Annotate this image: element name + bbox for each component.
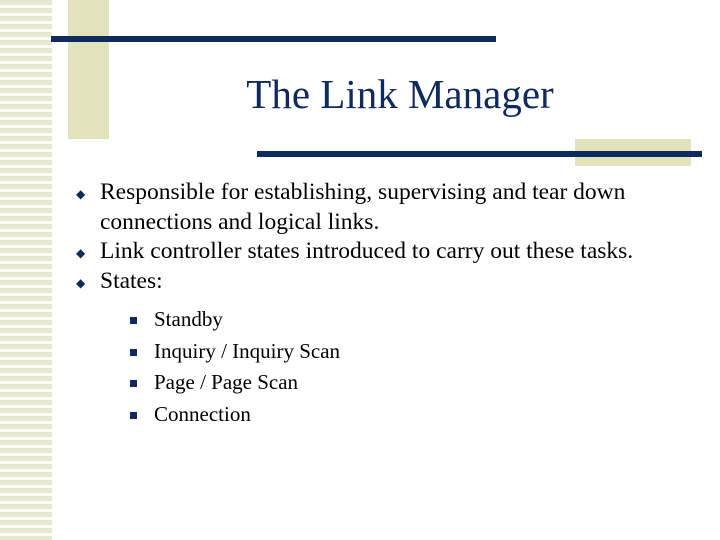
- square-bullet-icon: [130, 317, 137, 324]
- left-stripe-band: [0, 0, 52, 540]
- bullet-text: Link controller states introduced to carry out these tasks.: [100, 238, 634, 264]
- bullet-text: States:: [100, 267, 163, 294]
- sub-list-item: [100, 336, 696, 368]
- diamond-bullet-icon: ◆: [76, 187, 86, 201]
- diamond-bullet-icon: ◆: [76, 275, 86, 290]
- bullet-text: Responsible for establishing, supervising and tear down connections and logical links.: [100, 179, 626, 235]
- bullet-list: [76, 178, 696, 430]
- sub-list-item: [100, 304, 696, 336]
- title-rule-top: [51, 36, 496, 42]
- diamond-bullet-icon: ◆: [76, 246, 86, 260]
- states-sub-list: [100, 304, 696, 430]
- title-accent-block-left: [68, 0, 109, 139]
- title-rule-bottom: [257, 151, 702, 157]
- sub-item-text: Inquiry / Inquiry Scan: [154, 338, 341, 363]
- square-bullet-icon: [130, 412, 137, 419]
- slide-title: The Link Manager: [246, 71, 554, 117]
- sub-list-item: [100, 367, 696, 399]
- sub-item-text: Connection: [154, 401, 251, 426]
- bullet-item: [76, 178, 696, 237]
- sub-item-text: Page / Page Scan: [154, 370, 299, 394]
- sub-item-text: Standby: [154, 307, 223, 331]
- square-bullet-icon: [130, 380, 137, 387]
- square-bullet-icon: [130, 349, 137, 356]
- sub-list-item: [100, 399, 696, 431]
- bullet-item: [76, 237, 696, 267]
- bullet-item: [76, 267, 696, 431]
